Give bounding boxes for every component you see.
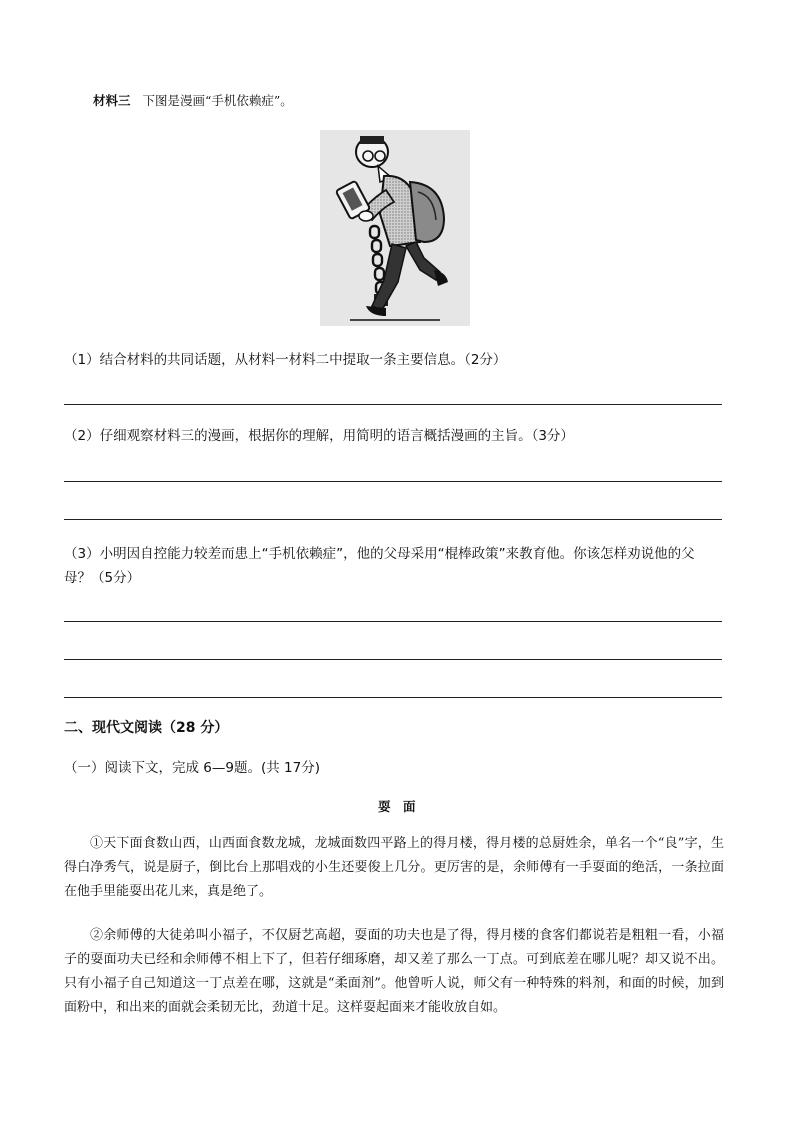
phone-addiction-cartoon [320,130,470,326]
answer-line[interactable] [64,621,722,622]
question-3-line-1: （3）小明因自控能力较差而患上“手机依赖症”，他的父母采用“棍棒政策”来教育他。你该怎样劝说他的父 [64,546,695,562]
subsection-heading: （一）阅读下文，完成 6—9题。(共 17分) [64,760,320,776]
question-2: （2）仔细观察材料三的漫画，根据你的理解，用简明的语言概括漫画的主旨。（3分） [64,428,574,444]
answer-line[interactable] [64,481,722,482]
answer-line[interactable] [64,659,722,660]
answer-line[interactable] [64,519,722,520]
material3-caption: 下图是漫画“手机依赖症”。 [142,93,293,108]
material3-label: 材料三 [93,93,131,108]
answer-line[interactable] [64,404,722,405]
story-paragraph-1: ①天下面食数山西，山西面食数龙城，龙城面数四平路上的得月楼，得月楼的总厨姓余，单名一个“良”字，生得白净秀气，说是厨子，倒比台上那唱戏的小生还要俊上几分。更厉害的是，余师傅有一手耍面的绝活，一条拉面在他手里能耍出花儿来，真是绝了。 [64,836,724,899]
question-3-line-2: 母？（5分） [64,570,141,586]
material3-line [93,93,293,108]
answer-line[interactable] [64,697,722,698]
question-1: （1）结合材料的共同话题，从材料一材料二中提取一条主要信息。（2分） [64,352,507,368]
story-paragraph-2: ②余师傅的大徒弟叫小福子，不仅厨艺高超，耍面的功夫也是了得，得月楼的食客们都说若是粗粗一看，小福子的耍面功夫已经和余师傅不相上下了，但若仔细琢磨，却又差了那么一丁点。可到底差在哪儿呢？却又说不出。只有小福子自己知道这一丁点差在哪，这就是“柔面剂”。他曾听人说，师父有一种特殊的料剂，和面的时候，加到面粉中，和出来的面就会柔韧无比，劲道十足。这样耍起面来才能收放自如。 [64,928,724,1015]
story-title: 耍 面 [378,799,416,814]
section-heading: 二、现代文阅读（28 分） [64,720,229,736]
